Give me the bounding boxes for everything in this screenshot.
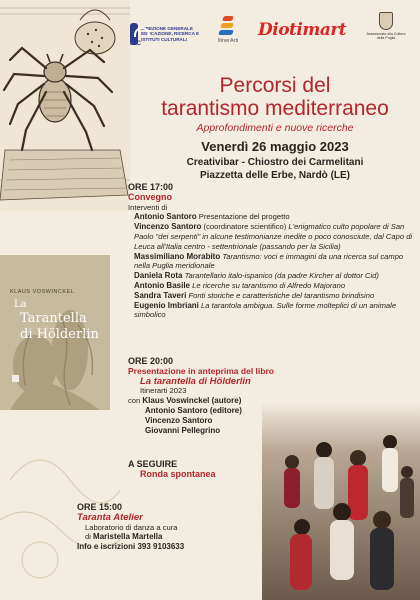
- speaker-name: Massimiliano Morabito: [134, 251, 221, 261]
- itinerarti-label: ItinerArti: [217, 38, 239, 44]
- speaker-name: Eugenio Imbriani: [134, 300, 199, 310]
- talk-item: [128, 281, 413, 291]
- presentazione-time: ORE 20:00: [128, 356, 174, 366]
- guest-name: Vincenzo Santoro: [145, 415, 213, 425]
- con-label: con: [128, 396, 141, 406]
- tarantula-engraving: [0, 0, 130, 210]
- book-title-line1: La: [14, 299, 27, 310]
- atelier-section: [77, 503, 277, 552]
- event-date: Venerdì 26 maggio 2023: [201, 139, 349, 154]
- venue-line1: Creativibar - Chiostro dei Carmelitani: [186, 157, 364, 168]
- talk-item: [128, 252, 413, 272]
- info-phone[interactable]: 393 9103633: [137, 542, 185, 552]
- convegno-label: Convegno: [128, 191, 172, 202]
- comune-logo: [365, 12, 407, 40]
- atelier-title: Taranta Atelier: [77, 511, 143, 523]
- itinerarti-logo: [213, 14, 243, 50]
- info-label: Info e iscrizioni: [77, 542, 136, 552]
- speaker-name: Vincenzo Santoro: [134, 222, 202, 232]
- seguire-label: A SEGUIRE: [128, 459, 178, 469]
- mic-logo: [130, 20, 205, 48]
- coat-of-arms-icon: [379, 12, 393, 30]
- talk-title: Fonti storiche e caratteristiche del tarantismo brindisino: [188, 290, 375, 300]
- itinerarti-mark-icon: [217, 14, 239, 38]
- atelier-line2-prefix: di: [85, 532, 91, 542]
- atelier-teacher: Maristella Martella: [93, 532, 163, 542]
- guest-name: Klaus Voswinckel (autore): [142, 396, 242, 406]
- diotimart-logo: Diotimart: [258, 20, 347, 40]
- atelier-time: ORE 15:00: [77, 502, 123, 512]
- main-title: [140, 74, 410, 120]
- book-author: KLAUS VOSWINCKEL: [10, 289, 75, 295]
- convegno-intro: Interventi di: [128, 202, 168, 212]
- speaker-name: Sandra Taveri: [134, 290, 187, 300]
- mic-logo-mark: MiC: [130, 41, 141, 47]
- talk-item: [128, 222, 413, 251]
- speaker-name: Antonio Basile: [134, 280, 191, 290]
- title-line2: tarantismo mediterraneo: [161, 97, 389, 120]
- atelier-line1: Laboratorio di danza a cura: [85, 522, 178, 532]
- subtitle: Approfondimenti e nuove ricerche: [196, 122, 354, 134]
- book-publisher: Itinerarti 2023: [140, 386, 187, 396]
- talk-title: Tarantismo: voci e immagini da una ricerca sul campo nella Puglia meridionale: [134, 251, 404, 271]
- talk-item: [128, 291, 413, 301]
- comune-label: Assessorato alla Cultura della Puglia: [366, 32, 406, 41]
- presentazione-section: [128, 357, 328, 435]
- seguire-section: [128, 460, 278, 480]
- seguire-event: Ronda spontanea: [140, 468, 216, 479]
- guest-name: Antonio Santoro (editore): [145, 405, 242, 415]
- venue-line2: Piazzetta delle Erbe, Nardò (LE): [199, 170, 351, 181]
- book-title-line3: di Hölderlin: [20, 327, 99, 342]
- talk-title: L'enigmatico culto popolare di San Paolo "dei serpenti" in alcune testimonianze inedite o poco conosciute, dal Capo di Leuca all'Italia centro - settentrionale (passando per la Sicilia): [134, 222, 413, 251]
- speaker-role: (coordinatore scientifico): [203, 222, 287, 232]
- guest-name: Giovanni Pellegrino: [145, 425, 221, 435]
- mic-logo-text: DIREZIONE GENERALE EDUCAZIONE, RICERCA E ISTITUTI CULTURALI: [141, 25, 200, 42]
- talk-title: Tarantellario italo-ispanico (da padre Kircher al dottor Cid): [184, 271, 379, 281]
- talk-item: [128, 212, 413, 222]
- book-title: La tarantella di Hölderlin: [140, 375, 251, 387]
- title-line1: Percorsi del: [219, 74, 331, 97]
- speaker-name: Daniela Rota: [134, 271, 183, 281]
- talk-item: [128, 301, 413, 321]
- talk-title: La tarantola ambigua. Sulle forme molteplici di un animale simbolico: [134, 300, 397, 320]
- speaker-name: Antonio Santoro: [134, 212, 197, 222]
- convegno-time: ORE 17:00: [128, 182, 174, 192]
- talk-title: Le ricerche su tarantismo di Alfredo Majorano: [192, 280, 346, 290]
- presentazione-label: Presentazione in anteprima del libro: [128, 365, 274, 376]
- talk-item: [128, 271, 413, 281]
- speaker-role: Presentazione del progetto: [198, 212, 290, 222]
- book-cover-image: [0, 255, 110, 410]
- convegno-section: [128, 183, 413, 320]
- book-title-line2: Tarantella: [20, 311, 87, 326]
